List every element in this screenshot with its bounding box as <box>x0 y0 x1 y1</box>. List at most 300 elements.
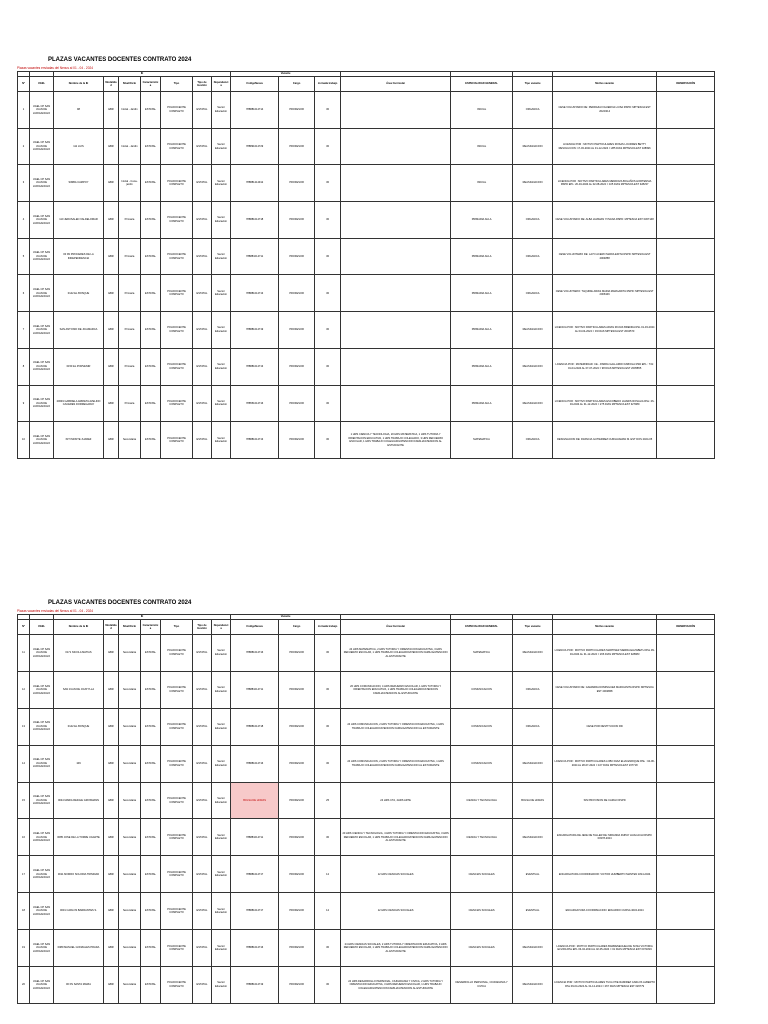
cell-tipo-vacante: REASIGNACION <box>513 819 553 856</box>
cell-area-curricular: 20 HRS CIENCIA Y TECNOLOGIA, 4 HRS TUTORIA Y ORIENTACION EDUCATIVA, 3 HRS REFUERZO ESCOLAR, 1 HRS TRABAJO COLEGIADO/ATENCION FAMILIA/ATENCION AL ESTUDIANTE <box>341 819 451 856</box>
cell-ugel: UGEL CP SAN JUAN DE LURIGANCHO <box>30 275 54 312</box>
cell-num: 9 <box>18 385 30 422</box>
cell-tipo: POLIDOCENTE COMPLETO <box>161 819 193 856</box>
cell-codigo-nexus: 788881014717 <box>231 893 279 930</box>
cell-jornada: 30 <box>315 819 341 856</box>
column-header-tipo-gestion: Tipo de Gestión <box>193 77 212 92</box>
cell-ie-name: 0171 NICOLA MATIAS <box>54 635 104 672</box>
column-header-cargo: Cargo <box>279 77 315 92</box>
column-header-codigo-nexus: CódigoNexus <box>231 620 279 635</box>
cell-num: 20 <box>18 967 30 1004</box>
cell-codigo-nexus: 788881014713 <box>231 348 279 385</box>
cell-jornada: 30 <box>315 202 341 239</box>
column-header-observacion: OBSERVACIÓN <box>657 77 715 92</box>
cell-codigo-nexus: 788881014713 <box>231 275 279 312</box>
cell-tipo: POLIDOCENTE COMPLETO <box>161 635 193 672</box>
cell-ugel: UGEL CP SAN JUAN DE LURIGANCHO <box>30 967 54 1004</box>
cell-tipo-gestion: ESTATAL <box>193 893 212 930</box>
cell-motivo-vacante: CESE VOLUNTARIO DE: ALBA HUAMAN YOVANA RSPD: MPTESOA EST 0307148 <box>553 202 657 239</box>
table-row <box>18 422 715 459</box>
cell-nivel-ciclo: Secundaria <box>119 671 141 708</box>
vacancies-table <box>17 71 715 459</box>
cell-codigo-nexus: 788881014711 <box>231 819 279 856</box>
table-row <box>18 385 715 422</box>
cell-tipo: POLIDOCENTE COMPLETO <box>161 856 193 893</box>
cell-ie-name: 0001 CARLOS BARRANTES S. <box>54 893 104 930</box>
cell-ie-name: 00 IIN PROCERES DE LA INDEPENDENCIA <box>54 238 104 275</box>
cell-tipo-gestion: ESTATAL <box>193 422 212 459</box>
cell-motivo-vacante: LICENCIA POR : MATERNIDAD: CE - PARRA GALLARDO FABIOLA RSD EPL : 731: 01-04-2024 AL 07-07-2024 = 98 DIAS MPTESOA EST 2005855 <box>553 348 657 385</box>
cell-motivo-vacante: LICENCIA POR : MOTIVO PARTICULARES MENDOZA BOLAÑOS HORTENSIA RSPD EPL: 20-04-2024 AL 02-08-2024 = 105 DIAS MPTESOA EST 328237 <box>553 165 657 202</box>
cell-area-curricular <box>341 385 451 422</box>
cell-num: 1 <box>18 92 30 129</box>
cell-jornada: 30 <box>315 708 341 745</box>
cell-cargo: PROFESOR <box>279 856 315 893</box>
cell-tipo-vacante: REASIGNACION <box>513 312 553 349</box>
cell-nivel-ciclo: Secundaria <box>119 819 141 856</box>
cell-ugel: UGEL CP SAN JUAN DE LURIGANCHO <box>30 930 54 967</box>
cell-num: 14 <box>18 745 30 782</box>
cell-nivel-ciclo: Secundaria <box>119 893 141 930</box>
cell-nivel-ciclo: Secundaria <box>119 930 141 967</box>
cell-num: 8 <box>18 348 30 385</box>
cell-motivo-vacante: CESE VOLUNTARIO: TAQUIRE ARIAS MARIA MARGARITA RSPD: MPTESOA EST 2006346 <box>553 275 657 312</box>
cell-num: 16 <box>18 819 30 856</box>
table-row <box>18 782 715 819</box>
cell-motivo-vacante: CESE POR DESTITUCION RD <box>553 708 657 745</box>
cell-tipo: POLIDOCENTE COMPLETO <box>161 348 193 385</box>
cell-especialidad: CIENCIAS SOCIALES <box>451 930 513 967</box>
cell-modalidad: EBR <box>104 275 119 312</box>
cell-observacion <box>657 782 715 819</box>
cell-observacion <box>657 165 715 202</box>
cell-caracteristica: ESTATAL <box>141 893 161 930</box>
cell-tipo-gestion: ESTATAL <box>193 930 212 967</box>
cell-ugel: UGEL CP SAN JUAN DE LURIGANCHO <box>30 893 54 930</box>
cell-nivel-ciclo: Primaria <box>119 312 141 349</box>
cell-motivo-vacante: ENCARGATURA DE JEFE DE TALLER DE: MIRANDA RUPAY HUACACHI RSPD: 00378-2024 <box>553 819 657 856</box>
cell-modalidad: EBR <box>104 967 119 1004</box>
cell-especialidad: INICIAL <box>451 128 513 165</box>
column-header-tipo: Tipo <box>161 77 193 92</box>
sheet-subtitle: Plazas vacantes enviadas del Nexus al 01 - 04 - 2024 <box>17 609 94 613</box>
cell-especialidad: CIENCIA Y TECNOLOGIA <box>451 819 513 856</box>
column-header-ugel: UGEL <box>30 620 54 635</box>
cell-tipo-gestion: ESTATAL <box>193 128 212 165</box>
cell-tipo-gestion: ESTATAL <box>193 165 212 202</box>
cell-observacion <box>657 275 715 312</box>
cell-tipo-gestion: ESTATAL <box>193 238 212 275</box>
column-header-area-curricular: Área Curricular <box>341 620 451 635</box>
cell-jornada: 30 <box>315 745 341 782</box>
cell-especialidad: COMUNICACION <box>451 708 513 745</box>
cell-jornada: 30 <box>315 165 341 202</box>
cell-especialidad: PRIMARIA AULA <box>451 238 513 275</box>
cell-modalidad: EBR <box>104 635 119 672</box>
cell-dependencia: Sector Educación <box>212 782 231 819</box>
cell-especialidad: PRIMARIA AULA <box>451 202 513 239</box>
column-header-ugel: UGEL <box>30 77 54 92</box>
column-header-tipo-vacante: Tipo vacante <box>513 620 553 635</box>
cell-motivo-vacante: ENCARGATURA COORDINACION: EDUARDO CURSA 4034-2024 <box>553 893 657 930</box>
cell-ugel: UGEL CP SAN JUAN DE LURIGANCHO <box>30 312 54 349</box>
cell-num: 6 <box>18 275 30 312</box>
column-header-cargo: Cargo <box>279 620 315 635</box>
cell-area-curricular: 24 HRS COMUNICACION, 2 HRS TUTORIA Y ORIENTACION EDUCATIVA, 1 HRS TRABAJO COLEGIADO/ATENCION FAMILIA/ATENCION AL ESTUDIANTE <box>341 745 451 782</box>
cell-area-curricular: 1 HRS CIENCIA Y TECNOLOGIA, 20 HRS MATEMATICA, 1 HRS TUTORIA Y ORIENTACION EDUCATIVA, 1 HRS TRABAJO COLEGIADO, 3 HRS REFUERZO ESCOLAR, 1 HRS TRABAJO COLEGIADO/ATENCION FAMILIA/ATENCION AL ESTUDIANTE <box>341 422 451 459</box>
cell-modalidad: EBR <box>104 708 119 745</box>
cell-modalidad: EBR <box>104 385 119 422</box>
cell-dependencia: Sector Educación <box>212 856 231 893</box>
column-header-num: Nº <box>18 620 30 635</box>
cell-tipo: POLIDOCENTE COMPLETO <box>161 385 193 422</box>
column-header-dependencia: Dependencia <box>212 77 231 92</box>
cell-jornada: 12 <box>315 893 341 930</box>
cell-cargo: PROFESOR <box>279 930 315 967</box>
cell-tipo: POLIDOCENTE COMPLETO <box>161 312 193 349</box>
cell-tipo-gestion: ESTATAL <box>193 635 212 672</box>
cell-jornada: 25 <box>315 782 341 819</box>
cell-ugel: UGEL CP SAN JUAN DE LURIGANCHO <box>30 635 54 672</box>
cell-num: 5 <box>18 238 30 275</box>
table-row <box>18 312 715 349</box>
column-header-area-curricular: Área Curricular <box>341 77 451 92</box>
cell-motivo-vacante: LICENCIA POR : MOTIVO PARTICULARES TUCLOTIE RAMIREZ CARLOS ALBERTO RSL 09-04-2024 AL 31-12-2024 = 267 DIAS MPTESOA EST 026779 <box>553 967 657 1004</box>
cell-nivel-ciclo: Secundaria <box>119 635 141 672</box>
cell-nivel-ciclo: Primaria <box>119 385 141 422</box>
sheet-subtitle: Plazas vacantes enviadas del Nexus al 01 - 04 - 2024 <box>17 66 94 70</box>
cell-dependencia: Sector Educación <box>212 930 231 967</box>
column-header-ie-name: Nombre de la IE <box>54 620 104 635</box>
cell-dependencia: Sector Educación <box>212 128 231 165</box>
column-header-codigo-nexus: CódigoNexus <box>231 77 279 92</box>
cell-tipo-gestion: ESTATAL <box>193 819 212 856</box>
cell-nivel-ciclo: Inicial - Jardín <box>119 128 141 165</box>
cell-nivel-ciclo: Inicial - Cuna-jardín <box>119 165 141 202</box>
cell-tipo-vacante: REASIGNACION <box>513 128 553 165</box>
cell-ie-name: SAN JUAN DE JICATYLLA <box>54 671 104 708</box>
cell-jornada: 30 <box>315 967 341 1004</box>
cell-dependencia: Sector Educación <box>212 635 231 672</box>
cell-motivo-vacante: ENCARGATURA COORDINADOR: VICTOR HUMBERTO MANTEN 1814-2024 <box>553 856 657 893</box>
table-row <box>18 238 715 275</box>
cell-area-curricular: 20 HRS COMUNICACION, 4 HRS REFUERZO ESCOLAR, 1 HRS TUTORIA Y ORIENTACION EDUCATIVA, 1 HRS TRABAJO COLEGIADO/ATENCION FAMILIA/ATENCION AL ESTUDIANTE <box>341 671 451 708</box>
cell-caracteristica: ESTATAL <box>141 165 161 202</box>
cell-ie-name: 00 IIN SANTA MARIA <box>54 967 104 1004</box>
cell-area-curricular: 12 HRS CIENCIAS SOCIALES <box>341 893 451 930</box>
cell-cargo: PROFESOR <box>279 385 315 422</box>
cell-num: 19 <box>18 930 30 967</box>
cell-area-curricular: 12 HRS CIENCIAS SOCIALES <box>341 856 451 893</box>
cell-especialidad: INICIAL <box>451 92 513 129</box>
cell-nivel-ciclo: Secundaria <box>119 422 141 459</box>
cell-jornada: 30 <box>315 422 341 459</box>
cell-tipo-gestion: ESTATAL <box>193 745 212 782</box>
cell-ugel: UGEL CP SAN JUAN DE LURIGANCHO <box>30 128 54 165</box>
cell-num: 7 <box>18 312 30 349</box>
cell-tipo-vacante: ORGANICA <box>513 238 553 275</box>
cell-nivel-ciclo: Inicial - Jardín <box>119 92 141 129</box>
cell-codigo-nexus: 788881014718 <box>231 708 279 745</box>
cell-tipo: POLIDOCENTE COMPLETO <box>161 930 193 967</box>
cell-observacion <box>657 385 715 422</box>
cell-modalidad: EBR <box>104 782 119 819</box>
column-header-caracteristica: Caracteristica <box>141 620 161 635</box>
cell-area-curricular: 24 HRS COMUNICACION, 2 HRS TUTORIA Y ORIENTACION EDUCATIVA, 1 HRS TRABAJO COLEGIADO/ATENCION FAMILIA/ATENCION AL ESTUDIANTE <box>341 708 451 745</box>
cell-ugel: UGEL CP SAN JUAN DE LURIGANCHO <box>30 385 54 422</box>
cell-cargo: PROFESOR <box>279 967 315 1004</box>
cell-dependencia: Sector Educación <box>212 967 231 1004</box>
cell-observacion <box>657 92 715 129</box>
cell-ie-name: 111 LUIS <box>54 128 104 165</box>
cell-ie-name: 110 JERUSALEN VALDELOMAR <box>54 202 104 239</box>
table-row <box>18 128 715 165</box>
cell-tipo-vacante: REASIGNACION <box>513 635 553 672</box>
cell-nivel-ciclo: Secundaria <box>119 782 141 819</box>
cell-cargo: PROFESOR <box>279 238 315 275</box>
cell-tipo: POLIDOCENTE COMPLETO <box>161 165 193 202</box>
cell-jornada: 30 <box>315 930 341 967</box>
cell-jornada: 30 <box>315 275 341 312</box>
cell-tipo: POLIDOCENTE COMPLETO <box>161 671 193 708</box>
cell-motivo-vacante: LICENCIA POR : MOTIVO PARTICULARES BARRENECHEA DE SOSA VICTORIA ELVIRA RSL EPL 03-04-2024 AL 02-05-2024 = 01 DIAS MPTESOA EST 0071819 <box>553 930 657 967</box>
cell-ugel: UGEL CP SAN JUAN DE LURIGANCHO <box>30 202 54 239</box>
cell-tipo-gestion: ESTATAL <box>193 708 212 745</box>
cell-caracteristica: ESTATAL <box>141 238 161 275</box>
column-header-especialidad: ESPECIALIDAD GENERAL <box>451 620 513 635</box>
cell-modalidad: EBR <box>104 671 119 708</box>
cell-motivo-vacante: LICENCIA POR : MOTIVO PARTICULARES ARIAS ROJAS BRENDA RSL 01-03-2024 AL 03-04-2024 = 03 DIAS MPTESOA EST 2004570 <box>553 312 657 349</box>
cell-jornada: 30 <box>315 92 341 129</box>
cell-caracteristica: ESTATAL <box>141 856 161 893</box>
column-header-motivo-vacante: Motivo vacante <box>553 77 657 92</box>
cell-modalidad: EBR <box>104 92 119 129</box>
cell-cargo: PROFESOR <box>279 202 315 239</box>
cell-codigo-nexus: 788891014729 <box>231 128 279 165</box>
cell-especialidad: PRIMARIA AULA <box>451 385 513 422</box>
cell-tipo-vacante: BOLSA DE HORAS <box>513 782 553 819</box>
cell-modalidad: EBR <box>104 128 119 165</box>
cell-modalidad: EBR <box>104 202 119 239</box>
cell-caracteristica: ESTATAL <box>141 312 161 349</box>
cell-observacion <box>657 819 715 856</box>
cell-dependencia: Sector Educación <box>212 348 231 385</box>
header-row <box>18 620 715 635</box>
cell-area-curricular: 24 HRS DESARROLLO PERSONAL, CIUDADANIA Y CIVICA, 2 HRS TUTORIA Y ORIENTACION EDUCATIVA, 3 HRS REFUERZO ESCOLAR, 1 HRS TRABAJO COLEGIADO/ATENCION FAMILIA/ATENCION AL ESTUDIANTE <box>341 967 451 1004</box>
cell-dependencia: Sector Educación <box>212 708 231 745</box>
cell-caracteristica: ESTATAL <box>141 671 161 708</box>
cell-codigo-nexus: 788881014719 <box>231 967 279 1004</box>
cell-motivo-vacante: SIN PROVISION DE CARGO RSPD <box>553 782 657 819</box>
cell-caracteristica: ESTATAL <box>141 745 161 782</box>
cell-jornada: 30 <box>315 635 341 672</box>
table-row <box>18 92 715 129</box>
cell-cargo: PROFESOR <box>279 671 315 708</box>
cell-caracteristica: ESTATAL <box>141 422 161 459</box>
cell-observacion <box>657 202 715 239</box>
column-header-nivel-ciclo: Nivel/Ciclo <box>119 620 141 635</box>
cell-dependencia: Sector Educación <box>212 238 231 275</box>
cell-area-curricular <box>341 202 451 239</box>
cell-tipo-vacante: REASIGNACION <box>513 967 553 1004</box>
cell-observacion <box>657 745 715 782</box>
cell-caracteristica: ESTATAL <box>141 782 161 819</box>
cell-motivo-vacante: LICENCIA POR : MOTIVO PARTICULARES ESCOBEDO HUARIS ROSALIA RSL: 26-04-2024 AL 31-12-2024 = 275 DIAS MPTESOA EST 327989 <box>553 385 657 422</box>
cell-dependencia: Sector Educación <box>212 422 231 459</box>
cell-modalidad: EBR <box>104 819 119 856</box>
cell-dependencia: Sector Educación <box>212 745 231 782</box>
cell-codigo-nexus: 788881014717 <box>231 856 279 893</box>
cell-cargo: PROFESOR <box>279 708 315 745</box>
cell-caracteristica: ESTATAL <box>141 708 161 745</box>
cell-caracteristica: ESTATAL <box>141 635 161 672</box>
table-row <box>18 893 715 930</box>
cell-caracteristica: ESTATAL <box>141 348 161 385</box>
cell-num: 13 <box>18 708 30 745</box>
header-row <box>18 77 715 92</box>
cell-tipo-vacante: ORGANICA <box>513 275 553 312</box>
cell-tipo-gestion: ESTATAL <box>193 967 212 1004</box>
cell-ie-name: 109 <box>54 745 104 782</box>
cell-codigo-nexus: 788881014716 <box>231 930 279 967</box>
cell-jornada: 30 <box>315 385 341 422</box>
column-header-especialidad: ESPECIALIDAD GENERAL <box>451 77 513 92</box>
column-header-caracteristica: Caracteristica <box>141 77 161 92</box>
cell-motivo-vacante: LICENCIA POR : MOTIVO PARTICULARES ROSAS LOURDES BETTY RESOLUCION: 17-03-2024 AL 31-12-2024 = 285 DIAS MPTESOA EST 328996 <box>553 128 657 165</box>
cell-codigo-nexus: 788881014718 <box>231 202 279 239</box>
cell-observacion <box>657 422 715 459</box>
cell-nivel-ciclo: Primaria <box>119 202 141 239</box>
cell-observacion <box>657 635 715 672</box>
cell-dependencia: Sector Educación <box>212 165 231 202</box>
table-row <box>18 275 715 312</box>
cell-num: 18 <box>18 893 30 930</box>
cell-nivel-ciclo: Secundaria <box>119 856 141 893</box>
cell-dependencia: Sector Educación <box>212 202 231 239</box>
cell-jornada: 30 <box>315 671 341 708</box>
column-header-jornada: Jornada trabajo <box>315 620 341 635</box>
cell-area-curricular <box>341 165 451 202</box>
cell-tipo: POLIDOCENTE COMPLETO <box>161 745 193 782</box>
cell-ie-name: 0142 EL BOSQUE <box>54 708 104 745</box>
cell-dependencia: Sector Educación <box>212 312 231 349</box>
group-header-vacante: Vacante <box>231 72 341 77</box>
cell-tipo-vacante: ORGANICA <box>513 202 553 239</box>
column-header-tipo-gestion: Tipo de Gestión <box>193 620 212 635</box>
cell-modalidad: EBR <box>104 165 119 202</box>
cell-tipo-vacante: REASIGNACION <box>513 385 553 422</box>
cell-jornada: 12 <box>315 856 341 893</box>
cell-motivo-vacante: CESE VOLUNTARIO DE: LAYO ACERO MARIA EDITH RSPD: MPTESOA EST 4004858 <box>553 238 657 275</box>
cell-dependencia: Sector Educación <box>212 819 231 856</box>
cell-tipo: POLIDOCENTE COMPLETO <box>161 202 193 239</box>
cell-num: 11 <box>18 635 30 672</box>
column-header-nivel-ciclo: Nivel/Ciclo <box>119 77 141 92</box>
cell-modalidad: EBR <box>104 312 119 349</box>
cell-dependencia: Sector Educación <box>212 92 231 129</box>
cell-ugel: UGEL CP SAN JUAN DE LURIGANCHO <box>30 671 54 708</box>
cell-ugel: UGEL CP SAN JUAN DE LURIGANCHO <box>30 92 54 129</box>
cell-num: 15 <box>18 782 30 819</box>
cell-num: 3 <box>18 165 30 202</box>
cell-especialidad: PRIMARIA AULA <box>451 348 513 385</box>
cell-modalidad: EBR <box>104 930 119 967</box>
table-row <box>18 856 715 893</box>
cell-dependencia: Sector Educación <box>212 893 231 930</box>
cell-nivel-ciclo: Secundaria <box>119 745 141 782</box>
cell-area-curricular <box>341 238 451 275</box>
cell-motivo-vacante: LICENCIA POR : MOTIVO PARTICULARES LOBO DIAZ ELVA ENRIQUE RSL : 04-06-2024 AL 28-07-2024 = 107 DIAS MPTESOA EST 237718 <box>553 745 657 782</box>
cell-caracteristica: ESTATAL <box>141 819 161 856</box>
cell-cargo: PROFESOR <box>279 782 315 819</box>
cell-area-curricular: 24 HRS CTA, 4HRS ARTE <box>341 782 451 819</box>
cell-cargo: PROFESOR <box>279 348 315 385</box>
column-header-motivo-vacante: Motivo vacante <box>553 620 657 635</box>
table-row <box>18 967 715 1004</box>
cell-nivel-ciclo: Primaria <box>119 348 141 385</box>
cell-tipo: POLIDOCENTE COMPLETO <box>161 92 193 129</box>
cell-modalidad: EBR <box>104 856 119 893</box>
cell-jornada: 30 <box>315 238 341 275</box>
cell-ie-name: 0085 JOSE DE LA TORRE UGARTE <box>54 819 104 856</box>
cell-motivo-vacante: CESE VOLUNTARIO DE: GAMARRA DOMINGUEZ MARCIANITA RSPD: MPTESOA EST 4002868 <box>553 671 657 708</box>
cell-ugel: UGEL CP SAN JUAN DE LURIGANCHO <box>30 238 54 275</box>
cell-caracteristica: ESTATAL <box>141 275 161 312</box>
cell-observacion <box>657 348 715 385</box>
column-header-modalidad: Modalidad <box>104 77 119 92</box>
group-header-ie: IE <box>54 615 231 620</box>
column-header-tipo-vacante: Tipo vacante <box>513 77 553 92</box>
cell-especialidad: COMUNICACION <box>451 671 513 708</box>
cell-nivel-ciclo: Secundaria <box>119 708 141 745</box>
cell-observacion <box>657 128 715 165</box>
cell-num: 2 <box>18 128 30 165</box>
table-row <box>18 745 715 782</box>
cell-num: 12 <box>18 671 30 708</box>
cell-jornada: 30 <box>315 128 341 165</box>
cell-ie-name: 98 <box>54 92 104 129</box>
cell-codigo-nexus: 788881014716 <box>231 745 279 782</box>
cell-modalidad: EBR <box>104 893 119 930</box>
cell-nivel-ciclo: Primaria <box>119 238 141 275</box>
cell-ugel: UGEL CP SAN JUAN DE LURIGANCHO <box>30 856 54 893</box>
cell-motivo-vacante: LICENCIA POR : MOTIVO PARTICULARES MARTINEZ SIERRA ELIZABETH RSL 09-04-2024 AL 31-12-2024 = 266 DIAS MPTESOA EST 328983 <box>553 635 657 672</box>
cell-ie-name: 0011 MORRO SOLORIA TRINIDAD <box>54 856 104 893</box>
cell-codigo-nexus: BOLSA DE HORAS <box>231 782 279 819</box>
sheet-title: PLAZAS VACANTES DOCENTES CONTRATO 2024 <box>48 600 192 606</box>
cell-tipo: POLIDOCENTE COMPLETO <box>161 238 193 275</box>
cell-num: 4 <box>18 202 30 239</box>
cell-cargo: PROFESOR <box>279 92 315 129</box>
cell-ugel: UGEL CP SAN JUAN DE LURIGANCHO <box>30 165 54 202</box>
table-body <box>18 92 715 459</box>
cell-cargo: PROFESOR <box>279 635 315 672</box>
cell-ie-name: 20649 GABRIELA ARRIETA AVELINO CACERES DORREGARAY <box>54 385 104 422</box>
cell-cargo: PROFESOR <box>279 422 315 459</box>
cell-nivel-ciclo: Secundaria <box>119 967 141 1004</box>
cell-ugel: UGEL CP SAN JUAN DE LURIGANCHO <box>30 819 54 856</box>
cell-codigo-nexus: 788881214912 <box>231 165 279 202</box>
table-body <box>18 635 715 1004</box>
cell-caracteristica: ESTATAL <box>141 92 161 129</box>
cell-codigo-nexus: 788881014713 <box>231 422 279 459</box>
cell-ie-name: 0089 MANUEL GONZALES PRADA <box>54 930 104 967</box>
cell-especialidad: INICIAL <box>451 165 513 202</box>
cell-tipo-gestion: ESTATAL <box>193 782 212 819</box>
cell-observacion <box>657 893 715 930</box>
cell-cargo: PROFESOR <box>279 165 315 202</box>
cell-ugel: UGEL CP SAN JUAN DE LURIGANCHO <box>30 782 54 819</box>
